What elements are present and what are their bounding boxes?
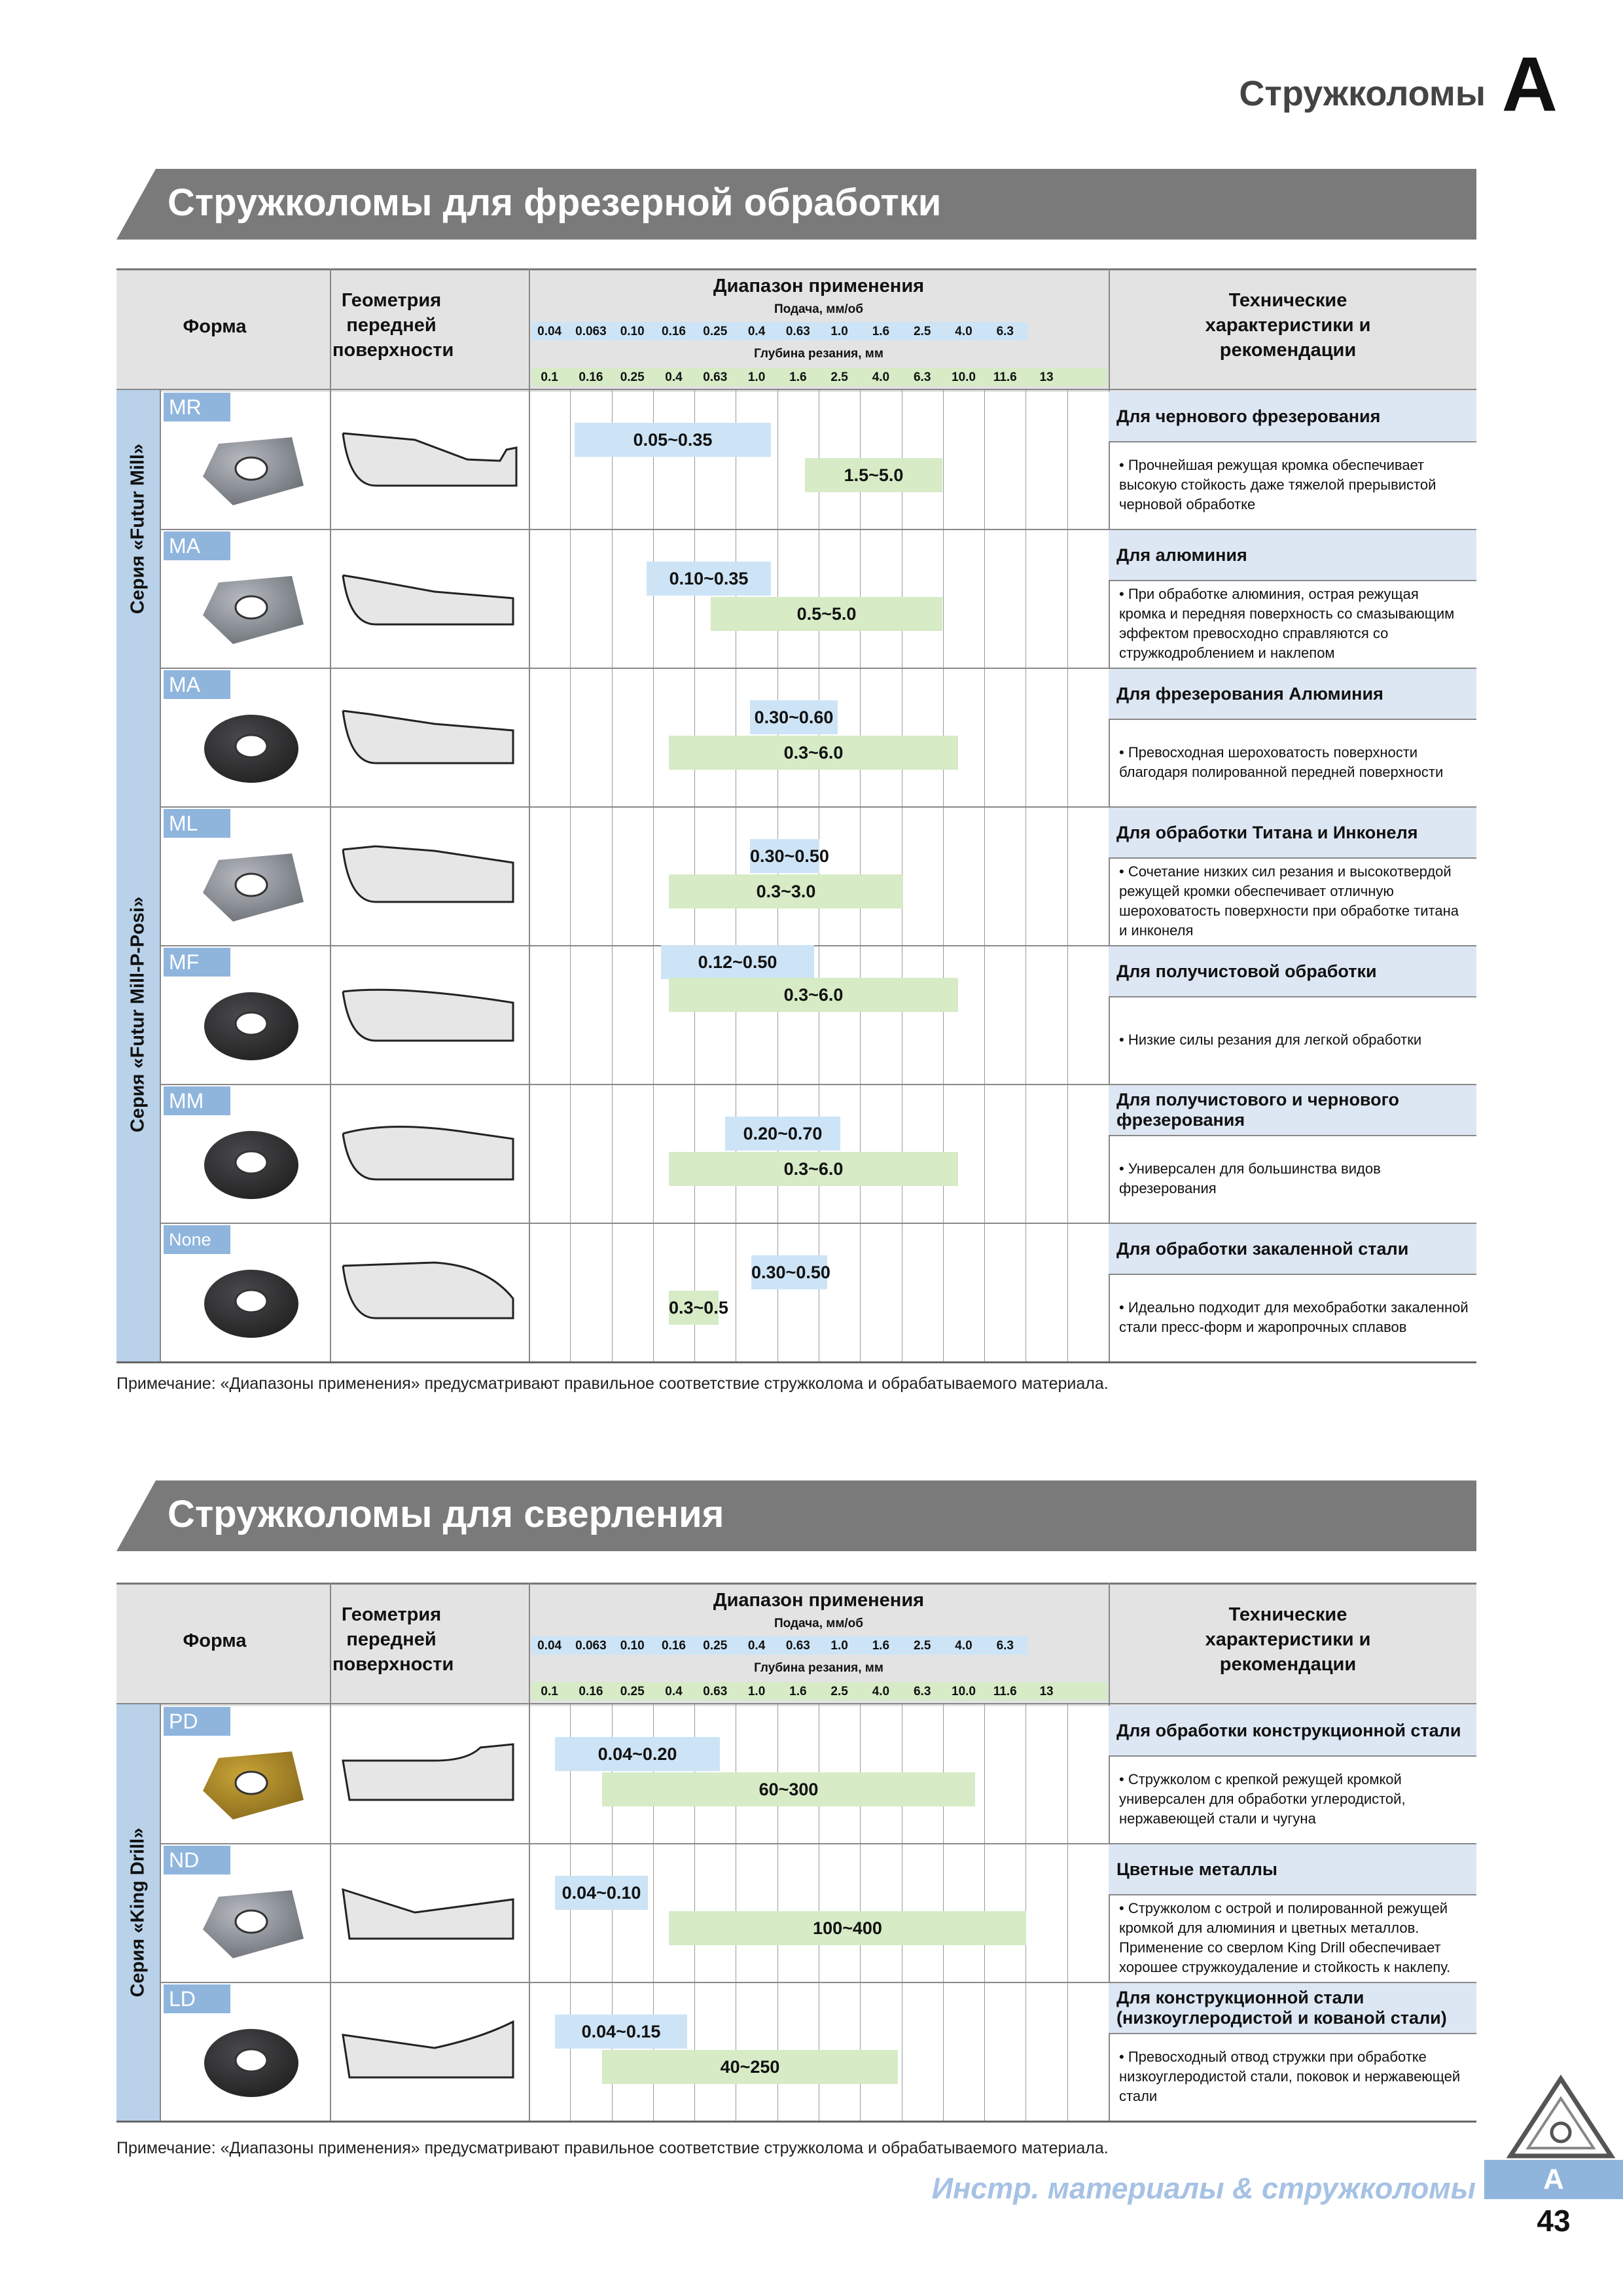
mill-depth-tick: 0.63	[703, 370, 728, 384]
mill-depth-tick: 0.25	[620, 370, 645, 384]
section-drilling-title: Стружколомы для сверления	[168, 1493, 724, 1535]
mill-row-desc: • Универсален для большинства видов фрезерования	[1119, 1160, 1381, 1196]
drill-depth-tick: 4.0	[872, 1685, 890, 1698]
mill-grid-line	[984, 390, 985, 1361]
drill-series	[116, 1704, 160, 2121]
mill-row-title: Для получистового и чернового фрезерования	[1109, 1085, 1476, 1135]
mill-row-desc: • Превосходная шероховатость поверхности благодаря полированной передней поверхности	[1119, 744, 1444, 780]
drill-depth-tick: 1.0	[747, 1685, 766, 1698]
mill-feed-bar: 0.30~0.50	[751, 1255, 827, 1289]
drill-code-badge: PD	[164, 1707, 230, 1736]
mill-feed-tick: 2.5	[913, 325, 931, 338]
drill-feed-tick: 1.6	[872, 1639, 890, 1653]
mill-series-label: Серия «Futur Mill»	[127, 443, 149, 615]
mill-geometry-profile	[336, 1253, 520, 1331]
drill-series-label: Серия «King Drill»	[127, 1827, 149, 1998]
drill-depth-tick: 11.6	[993, 1685, 1017, 1698]
drill-depth-bar: 100~400	[669, 1911, 1026, 1945]
header-title: Стружколомы	[1239, 74, 1486, 113]
drill-header-form: Форма	[183, 1630, 247, 1651]
mill-row-desc: • При обработке алюминия, острая режущая кромка и передняя поверхность со смазывающим эффектом превосходно справляются со стружкодроблением и наклепом	[1119, 586, 1455, 661]
mill-feed-tick: 0.16	[662, 325, 686, 338]
drill-feed-tick: 6.3	[996, 1639, 1014, 1653]
mill-row-title: Для алюминия	[1109, 530, 1476, 580]
mill-feed-bar: 0.10~0.35	[647, 562, 771, 596]
mill-depth-bar: 0.3~0.5	[669, 1291, 719, 1325]
drill-feed-bar: 0.04~0.10	[555, 1876, 648, 1910]
milling-table	[116, 268, 1476, 1361]
drill-depth-bar: 40~250	[602, 2050, 898, 2084]
drill-geometry-profile	[336, 2012, 520, 2090]
drill-header-geometry: Геометрия передней поверхности	[332, 1604, 454, 1675]
drill-grid-line	[1067, 1704, 1068, 2121]
mill-depth-tick: 0.4	[665, 370, 683, 384]
drill-code-badge: ND	[164, 1846, 230, 1874]
mill-depth-tick: 1.0	[747, 370, 766, 384]
page-number: 43	[1537, 2204, 1571, 2238]
drill-feed-tick: 0.04	[537, 1639, 562, 1653]
mill-row-title: Для обработки закаленной стали	[1109, 1224, 1476, 1274]
section-milling-title: Стружколомы для фрезерной обработки	[168, 181, 942, 224]
mill-feed-tick: 0.25	[703, 325, 728, 338]
drill-feed-tick: 2.5	[913, 1639, 931, 1653]
mill-code-badge: MA	[164, 670, 230, 699]
mill-code-badge: None C/B	[164, 1225, 230, 1254]
drill-header-range: Диапазон применения	[713, 1590, 925, 1611]
mill-code-badge: ML	[164, 809, 230, 838]
drill-feed-bar: 0.04~0.15	[555, 2015, 687, 2049]
mill-depth-tick: 1.6	[789, 370, 807, 384]
drill-depth-label: Глубина резания, мм	[754, 1661, 883, 1675]
brand-logo-icon	[1505, 2075, 1616, 2160]
drilling-note: Примечание: «Диапазоны применения» предусматривают правильное соответствие стружколома и обрабатываемого материала.	[116, 2139, 1109, 2157]
mill-insert-image	[194, 709, 309, 788]
drill-depth-bar: 60~300	[602, 1772, 975, 1806]
mill-depth-bar: 0.3~6.0	[669, 1152, 958, 1186]
mill-depth-tick: 4.0	[872, 370, 890, 384]
drill-feed-tick: 0.25	[703, 1639, 728, 1653]
mill-hline-top	[116, 389, 1476, 390]
mill-code-badge: MF	[164, 948, 230, 977]
mill-feed-bar: 0.05~0.35	[575, 423, 771, 457]
mill-feed-tick: 0.04	[537, 325, 562, 338]
drill-row-desc: • Стружколом с острой и полированной режущей кромкой для алюминия и цветных металлов. Применение со сверлом King Drill обеспечивает хорошее стружкоудаление и стойкость к наклепу.	[1119, 1900, 1451, 1975]
mill-feed-tick: 0.63	[785, 325, 810, 338]
drill-feed-label: Подача, мм/об	[774, 1617, 864, 1630]
mill-header-range: Диапазон применения	[713, 276, 925, 296]
drill-row-title: Цветные металлы	[1109, 1844, 1476, 1894]
drill-feed-tick: 0.63	[785, 1639, 810, 1653]
mill-depth-tick: 2.5	[830, 370, 848, 384]
mill-insert-image	[194, 1265, 309, 1343]
mill-vline-form	[160, 390, 161, 1361]
mill-grid-line	[612, 390, 613, 1361]
drill-depth-row	[531, 1682, 1107, 1700]
mill-code-badge: MM	[164, 1086, 230, 1115]
mill-feed-tick: 4.0	[955, 325, 972, 338]
mill-geometry-profile	[336, 836, 520, 915]
mill-feed-tick: 0.063	[575, 325, 607, 338]
mill-depth-tick: 0.16	[579, 370, 603, 384]
mill-geometry-profile	[336, 698, 520, 776]
mill-depth-tick: 11.6	[993, 370, 1017, 384]
mill-grid-line	[943, 390, 944, 1361]
drill-geometry-profile	[336, 1734, 520, 1813]
drill-depth-tick: 6.3	[913, 1685, 931, 1698]
milling-note: Примечание: «Диапазоны применения» предусматривают правильное соответствие стружколома и обрабатываемого материала.	[116, 1374, 1109, 1393]
drill-vline	[330, 1583, 331, 2121]
mill-row-title: Для обработки Титана и Инконеля	[1109, 808, 1476, 857]
mill-feed-tick: 0.4	[747, 325, 766, 338]
mill-feed-bar: 0.12~0.50	[661, 945, 814, 979]
mill-grid-line	[1067, 390, 1068, 1361]
mill-depth-tick: 10.0	[952, 370, 976, 384]
mill-feed-tick: 1.0	[830, 325, 848, 338]
section-milling-banner	[116, 169, 1476, 240]
mill-row-desc: • Прочнейшая режущая кромка обеспечивает высокую стойкость даже тяжелой прерывистой черновой обработке	[1119, 457, 1436, 512]
drill-feed-tick: 4.0	[955, 1639, 972, 1653]
mill-insert-image	[194, 1126, 309, 1204]
footer-text: Инстр. материалы & стружколомы	[931, 2172, 1476, 2205]
mill-series	[116, 668, 160, 1361]
drill-geometry-profile	[336, 1873, 520, 1952]
drill-depth-tick: 0.4	[665, 1685, 683, 1698]
mill-row-title: Для фрезерования Алюминия	[1109, 669, 1476, 719]
drill-depth-tick: 0.63	[703, 1685, 728, 1698]
mill-row-desc: • Сочетание низких сил резания и высокотвердой режущей кромки обеспечивает отличную шероховатость поверхности при обработке титана и инконеля	[1119, 863, 1459, 939]
drill-insert-image	[194, 1746, 309, 1825]
mill-depth-tick: 6.3	[913, 370, 931, 384]
mill-feed-tick: 0.10	[620, 325, 645, 338]
mill-series	[116, 390, 160, 668]
drill-depth-tick: 0.25	[620, 1685, 645, 1698]
mill-depth-bar: 0.3~3.0	[669, 874, 903, 908]
mill-feed-bar: 0.30~0.60	[750, 700, 838, 734]
mill-depth-bar: 0.5~5.0	[711, 597, 942, 631]
mill-header-tech: Технические характеристики и рекомендации	[1205, 290, 1371, 361]
mill-depth-tick: 13	[1039, 370, 1054, 384]
mill-series-label: Серия «Futur Mill-P-Posi»	[127, 896, 149, 1133]
drill-depth-tick: 2.5	[830, 1685, 848, 1698]
drill-vline-form	[160, 1704, 161, 2121]
drill-depth-tick: 0.1	[541, 1685, 558, 1698]
drill-vline	[529, 1583, 530, 2121]
drill-feed-tick: 1.0	[830, 1639, 848, 1653]
mill-feed-label: Подача, мм/об	[774, 302, 864, 316]
mill-feed-bar: 0.20~0.70	[725, 1117, 840, 1151]
drill-code-badge: LD	[164, 1984, 230, 2013]
drill-row-title: Для обработки конструкционной стали	[1109, 1706, 1476, 1755]
mill-insert-image	[194, 432, 309, 511]
drilling-table	[116, 1583, 1476, 2127]
mill-feed-tick: 1.6	[872, 325, 890, 338]
mill-row-title: Для получистовой обработки	[1109, 946, 1476, 996]
drill-feed-tick: 0.4	[747, 1639, 766, 1653]
drill-insert-image	[194, 2024, 309, 2102]
mill-header-geometry: Геометрия передней поверхности	[332, 290, 454, 361]
mill-depth-label: Глубина резания, мм	[754, 347, 883, 361]
drill-insert-image	[194, 1885, 309, 1964]
mill-insert-image	[194, 848, 309, 927]
mill-header-form: Форма	[183, 316, 247, 337]
mill-geometry-profile	[336, 559, 520, 637]
mill-feed-bar: 0.30~0.50	[750, 839, 819, 873]
drill-feed-tick: 0.10	[620, 1639, 645, 1653]
drill-header-tech: Технические характеристики и рекомендации	[1205, 1604, 1371, 1675]
drill-hline-top	[116, 1703, 1476, 1704]
mill-depth-row	[531, 368, 1107, 386]
mill-grid-line	[653, 390, 654, 1361]
drill-row-desc: • Стружколом с крепкой режущей кромкой универсален для обработки углеродистой, нержавеющей стали и чугуна	[1119, 1771, 1406, 1827]
drill-row-title: Для конструкционной стали (низкоуглеродистой и кованой стали)	[1109, 1983, 1476, 2033]
drill-feed-tick: 0.16	[662, 1639, 686, 1653]
drill-depth-tick: 0.16	[579, 1685, 603, 1698]
mill-row-desc: • Идеально подходит для мехобработки закаленной стали пресс-форм и жаропрочных сплавов	[1119, 1299, 1469, 1335]
header-letter: A	[1501, 41, 1558, 128]
mill-geometry-profile	[336, 975, 520, 1054]
drill-depth-tick: 13	[1039, 1685, 1054, 1698]
mill-depth-bar: 0.3~6.0	[669, 978, 958, 1012]
mill-code-badge: MA	[164, 531, 230, 560]
drill-hline-bottom	[116, 2121, 1476, 2123]
mill-vline	[529, 268, 530, 1361]
drill-feed-bar: 0.04~0.20	[555, 1737, 720, 1771]
mill-depth-tick: 0.1	[541, 370, 558, 384]
section-drilling-banner	[116, 1480, 1476, 1551]
mill-code-badge: MR	[164, 393, 230, 422]
drill-feed-tick: 0.063	[575, 1639, 607, 1653]
mill-feed-tick: 6.3	[996, 325, 1014, 338]
drill-depth-tick: 10.0	[952, 1685, 976, 1698]
mill-insert-image	[194, 987, 309, 1066]
mill-vline	[330, 268, 331, 1361]
drill-depth-tick: 1.6	[789, 1685, 807, 1698]
mill-hline-bottom	[116, 1361, 1476, 1363]
mill-row-desc: • Низкие силы резания для легкой обработки	[1119, 1031, 1422, 1048]
mill-row-title: Для чернового фрезерования	[1109, 391, 1476, 441]
mill-geometry-profile	[336, 1114, 520, 1193]
mill-grid-line	[570, 390, 571, 1361]
drill-row-desc: • Превосходный отвод стружки при обработке низкоуглеродистой стали, поковок и нержавеющей стали	[1119, 2049, 1461, 2104]
mill-depth-bar: 1.5~5.0	[805, 458, 942, 492]
mill-geometry-profile	[336, 420, 520, 499]
footer-tab: A	[1484, 2160, 1623, 2199]
mill-insert-image	[194, 571, 309, 649]
mill-depth-bar: 0.3~6.0	[669, 736, 958, 770]
